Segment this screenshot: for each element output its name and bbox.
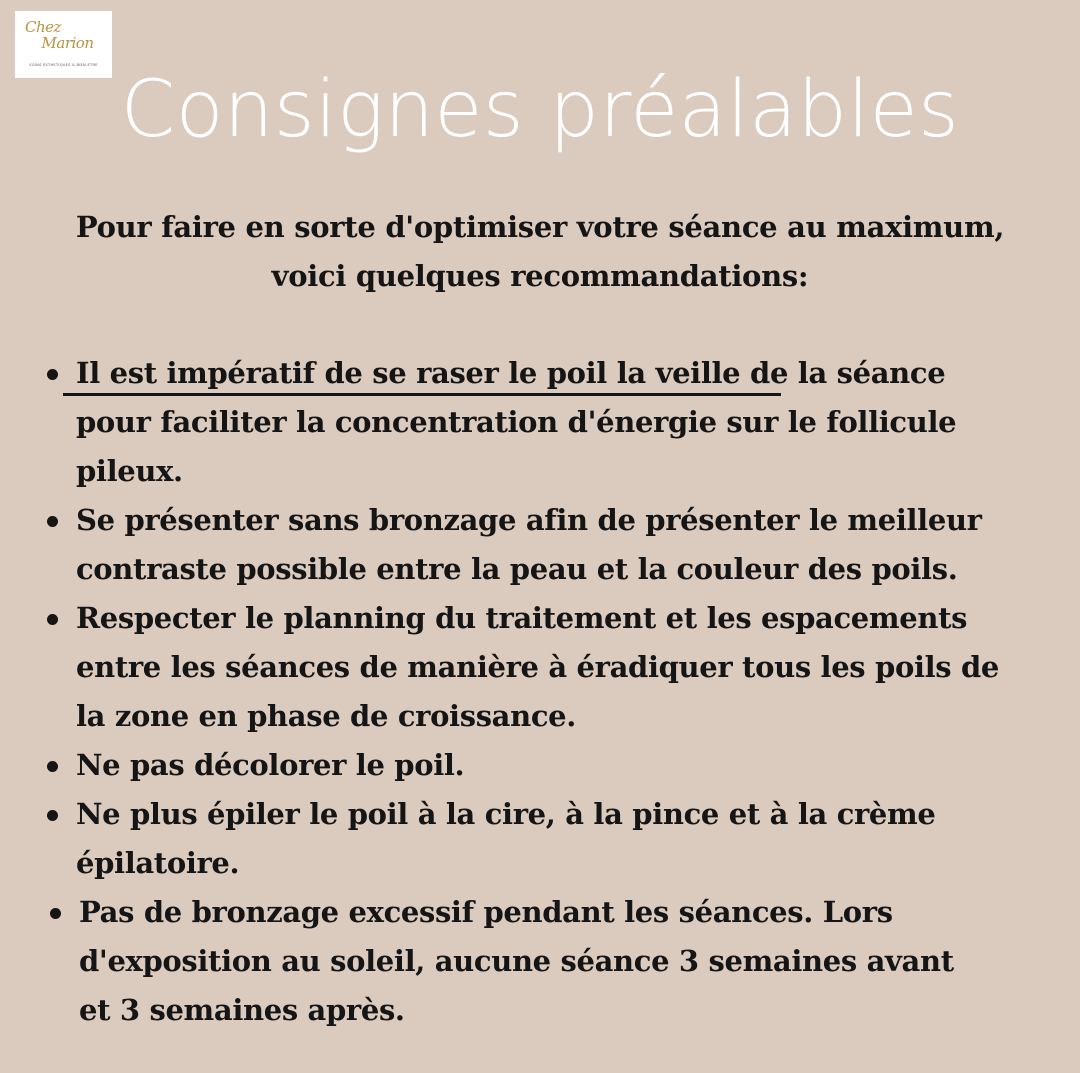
- list-item: [0, 790, 1080, 888]
- list-item: [0, 741, 1080, 790]
- logo-line-1: Chez: [25, 18, 61, 36]
- bullet-icon: [47, 369, 58, 380]
- list-item-line: et 3 semaines après.: [79, 993, 405, 1027]
- intro-text: [0, 203, 1080, 301]
- list-item: [0, 496, 1080, 594]
- list-item-line: Pas de bronzage excessif pendant les séances. Lors: [79, 895, 893, 929]
- list-item-line: entre les séances de manière à éradiquer tous les poils de: [76, 650, 1000, 684]
- list-item-line: d'exposition au soleil, aucune séance 3 semaines avant: [79, 944, 954, 978]
- bullet-icon: [47, 516, 58, 527]
- logo-line-2: Marion: [41, 34, 94, 52]
- logo-wordmark: [15, 19, 112, 51]
- list-item-line: pour faciliter la concentration d'énergie sur le follicule: [76, 405, 957, 439]
- list-item: [0, 349, 1080, 496]
- recommendations-list: [0, 349, 1080, 1035]
- list-item-line: la zone en phase de croissance.: [76, 699, 577, 733]
- list-item-line: Ne plus épiler le poil à la cire, à la pince et à la crème: [76, 797, 936, 831]
- list-item-line: pileux.: [76, 454, 183, 488]
- intro-line-1: Pour faire en sorte d'optimiser votre séance au maximum,: [75, 210, 1005, 244]
- list-item: [0, 888, 1080, 1035]
- list-item-line: Respecter le planning du traitement et les espacements: [76, 601, 968, 635]
- list-item-line: épilatoire.: [76, 846, 240, 880]
- page-title: Consignes préalables: [120, 65, 960, 155]
- intro-line-2: voici quelques recommandations:: [271, 259, 809, 293]
- logo-tagline: SOINS ESTHETIQUES & BIEN-ETRE: [29, 63, 98, 67]
- bullet-icon: [47, 761, 58, 772]
- list-item-line: Se présenter sans bronzage afin de présenter le meilleur: [76, 503, 982, 537]
- list-item-line: Ne pas décolorer le poil.: [76, 748, 465, 782]
- list-item-line: contraste possible entre la peau et la couleur des poils.: [76, 552, 958, 586]
- bullet-icon: [50, 908, 61, 919]
- list-item: [0, 594, 1080, 741]
- bullet-icon: [47, 810, 58, 821]
- bullet-icon: [47, 614, 58, 625]
- list-item-line: Il est impératif de se raser le poil la veille de la séance: [76, 356, 946, 390]
